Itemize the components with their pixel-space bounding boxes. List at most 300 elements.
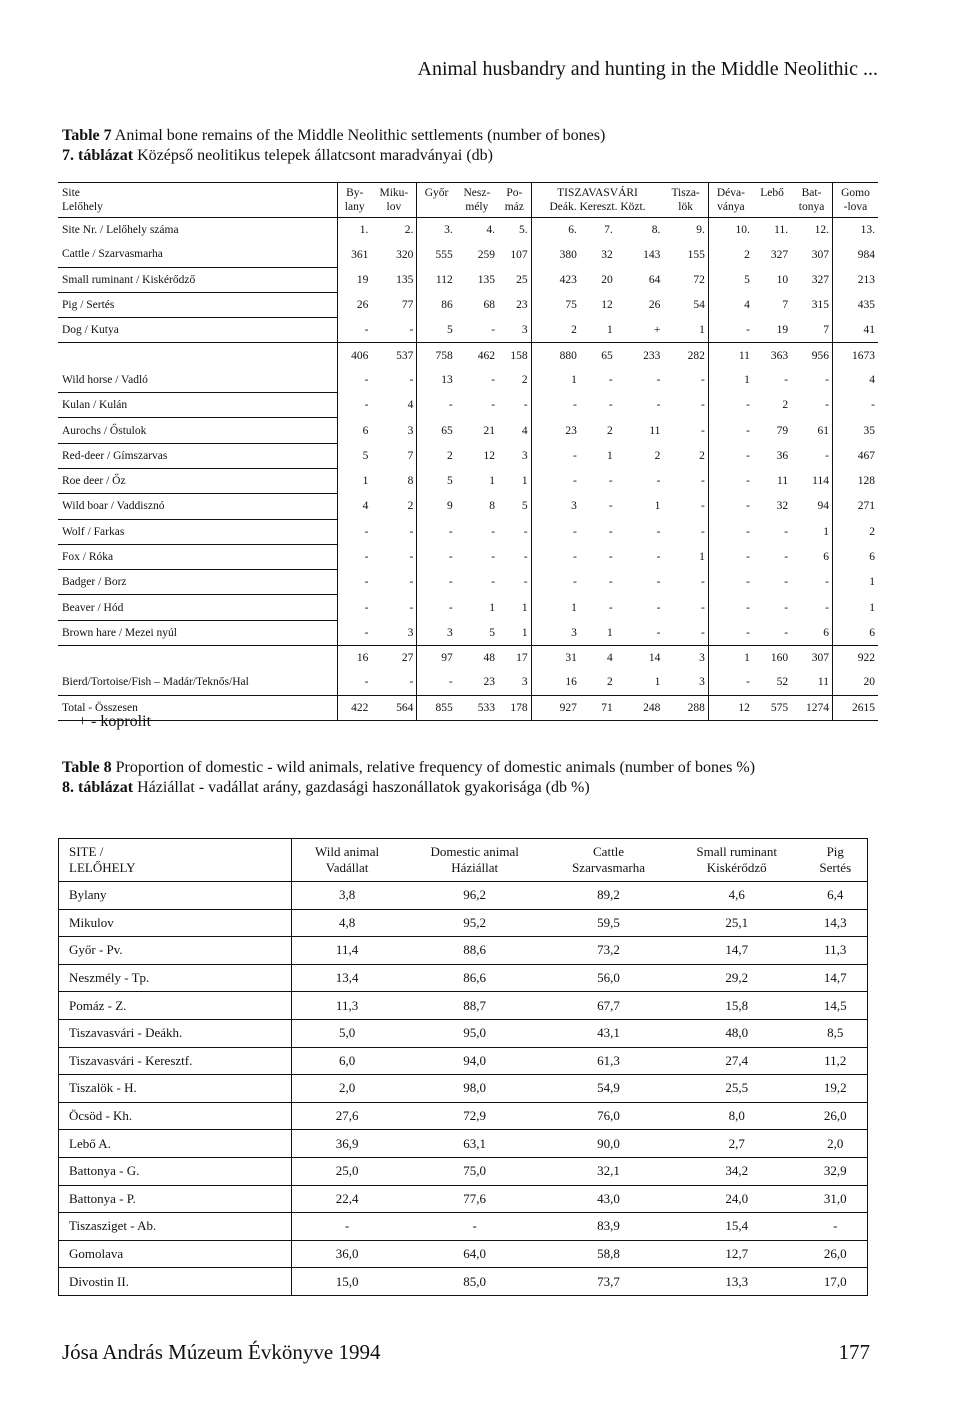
table8 — [58, 838, 868, 1296]
table-cell: 14 — [616, 646, 664, 671]
table-cell: 4 — [580, 646, 616, 671]
percent-cell: 75,0 — [402, 1157, 547, 1185]
table-cell: 52 — [776, 676, 789, 689]
table-cell: 3 — [699, 676, 705, 689]
table-cell: 1 — [338, 468, 372, 493]
row-label: Kulan / Kulán — [58, 393, 338, 418]
table-cell: - — [608, 525, 613, 538]
table-cell: 77 — [401, 299, 414, 312]
table-cell: 758 — [417, 343, 456, 368]
table-cell: - — [338, 318, 372, 343]
table8-row — [59, 964, 868, 992]
row-label: Small ruminant / Kiskérődző — [58, 267, 338, 292]
table-cell: 4 — [407, 399, 414, 412]
table-cell: 36 — [776, 449, 789, 462]
percent-cell: 26,0 — [804, 1102, 868, 1130]
table-cell: - — [700, 475, 705, 488]
percent-cell: 11,4 — [292, 937, 403, 965]
table-cell: 97 — [417, 646, 456, 671]
table-cell: - — [700, 500, 705, 513]
percent-cell: 95,0 — [402, 1019, 547, 1047]
percent-cell: 89,2 — [547, 882, 670, 910]
table8-label-en: Table 8 — [62, 759, 112, 776]
table-cell: 3 — [531, 620, 580, 645]
table8-row — [59, 882, 868, 910]
table-cell: 135 — [396, 273, 414, 286]
percent-cell: 32,1 — [547, 1157, 670, 1185]
row-label: Wild horse / Vadló — [58, 368, 338, 393]
table7-header-col: Tisza- lök — [663, 183, 708, 218]
table-cell: 1 — [699, 324, 705, 337]
table-cell: 71 — [580, 695, 616, 720]
table-cell: 16 — [338, 646, 372, 671]
table-cell: 5 — [708, 267, 753, 292]
table-cell: 5 — [489, 626, 496, 639]
table-cell: 4 — [521, 424, 528, 437]
table-cell: 1 — [699, 551, 705, 563]
table-cell: 11 — [708, 343, 753, 368]
table-cell: - — [523, 551, 528, 563]
table-cell: 2 — [782, 399, 789, 412]
percent-cell: 36,9 — [292, 1130, 403, 1158]
table-cell: 1. — [338, 218, 372, 243]
table8-header-col: Wild animal Vadállat — [292, 839, 403, 882]
table-cell: 20 — [832, 670, 878, 695]
table-cell: 23 — [531, 418, 580, 443]
table-cell: 2. — [371, 218, 416, 243]
percent-cell: 25,5 — [670, 1075, 804, 1103]
table-cell: 2 — [606, 676, 613, 689]
row-label: Wild boar / Vaddisznó — [58, 494, 338, 519]
table7-header-col: Po- máz — [498, 183, 531, 218]
table-cell: 3. — [417, 218, 456, 243]
table-cell: 16 — [531, 670, 580, 695]
percent-cell: 15,8 — [670, 992, 804, 1020]
table-cell: - — [417, 544, 456, 569]
table-cell: - — [409, 676, 414, 689]
table-cell: 8 — [407, 475, 414, 488]
table-cell: 248 — [616, 695, 664, 720]
table-cell: - — [417, 393, 456, 418]
table-cell: 880 — [531, 343, 580, 368]
table-cell: 65 — [580, 343, 616, 368]
percent-cell: 67,7 — [547, 992, 670, 1020]
table-cell: 467 — [832, 443, 878, 468]
coprolite-note: + - koprolit — [78, 713, 152, 730]
table-cell: - — [656, 399, 661, 412]
table-cell: 1 — [654, 676, 661, 689]
table-cell: 86 — [417, 292, 456, 317]
table-cell: - — [608, 500, 613, 513]
table-cell: - — [338, 595, 372, 620]
percent-cell: 6,4 — [804, 882, 868, 910]
table7-row — [58, 393, 878, 418]
table-cell: - — [523, 576, 528, 589]
table-cell: - — [708, 418, 753, 443]
table-cell: - — [338, 570, 372, 595]
table-cell: 79 — [776, 424, 789, 437]
site-name: Divostin II. — [59, 1268, 292, 1296]
table-cell: 3 — [531, 494, 580, 519]
footer-journal: Jósa András Múzeum Évkönyve 1994 — [62, 1340, 381, 1364]
percent-cell: 27,6 — [292, 1102, 403, 1130]
table-cell: 3 — [417, 620, 456, 645]
page-number: 177 — [838, 1340, 870, 1364]
table7-row — [58, 646, 878, 671]
percent-cell: 56,0 — [547, 964, 670, 992]
site-name: Battonya - P. — [59, 1185, 292, 1213]
site-name: Neszmély - Tp. — [59, 964, 292, 992]
table-cell: 922 — [832, 646, 878, 671]
percent-cell: 73,2 — [547, 937, 670, 965]
row-label: Beaver / Hód — [58, 595, 338, 620]
table-cell: 25 — [516, 273, 528, 286]
table-cell: 3 — [521, 449, 528, 462]
percent-cell: 48,0 — [670, 1019, 804, 1047]
table-cell: - — [656, 551, 661, 563]
table-cell: 2 — [832, 519, 878, 544]
percent-cell: 63,1 — [402, 1130, 547, 1158]
table-cell: 6 — [823, 626, 829, 639]
percent-cell: 94,0 — [402, 1047, 547, 1075]
table8-title-en: Proportion of domestic - wild animals, relative frequency of domestic animals (number of bones %) — [111, 759, 756, 776]
site-name: Öcsöd - Kh. — [59, 1102, 292, 1130]
table-cell: - — [491, 576, 496, 589]
site-name: Pomáz - Z. — [59, 992, 292, 1020]
table-cell: 6 — [338, 418, 372, 443]
percent-cell: 14,7 — [670, 937, 804, 965]
table8-row — [59, 1268, 868, 1296]
table-cell: - — [491, 551, 496, 563]
table-cell: 2 — [407, 500, 414, 513]
percent-cell: 12,7 — [670, 1240, 804, 1268]
table-cell: - — [825, 399, 829, 412]
table-cell: 5. — [498, 218, 531, 243]
table-cell: 927 — [531, 695, 580, 720]
table-cell: - — [708, 620, 753, 645]
percent-cell: 26,0 — [804, 1240, 868, 1268]
percent-cell: 15,0 — [292, 1268, 403, 1296]
table-cell: 1 — [606, 626, 613, 639]
table-cell: 288 — [663, 695, 708, 720]
percent-cell: 5,0 — [292, 1019, 403, 1047]
table-cell: 462 — [456, 343, 498, 368]
table-cell: 32 — [601, 248, 613, 261]
table7-label-hu: 7. táblázat — [62, 147, 134, 164]
table8-row — [59, 1185, 868, 1213]
table-cell: 6. — [531, 218, 580, 243]
table-cell: 1274 — [791, 695, 832, 720]
table-cell: - — [784, 525, 789, 538]
table-cell: - — [784, 601, 789, 614]
table-cell: 4 — [708, 292, 753, 317]
percent-cell: 83,9 — [547, 1213, 670, 1241]
table-cell: 10. — [708, 218, 753, 243]
table-cell: 3 — [407, 626, 414, 639]
table-cell: - — [491, 525, 496, 538]
table-cell: - — [784, 576, 789, 589]
percent-cell: 34,2 — [670, 1157, 804, 1185]
table-cell: 423 — [531, 267, 580, 292]
table-cell: - — [784, 551, 789, 563]
table7-row — [58, 318, 878, 343]
table-cell: 35 — [832, 418, 878, 443]
table-cell: - — [825, 601, 829, 614]
percent-cell: 58,8 — [547, 1240, 670, 1268]
site-name: Tiszavasvári - Keresztf. — [59, 1047, 292, 1075]
table-cell: - — [491, 399, 496, 412]
table-cell: 75 — [531, 292, 580, 317]
table-cell: 128 — [832, 468, 878, 493]
percent-cell: - — [402, 1213, 547, 1241]
table-cell: - — [531, 544, 580, 569]
row-label: Brown hare / Mezei nyúl — [58, 620, 338, 645]
percent-cell: 24,0 — [670, 1185, 804, 1213]
table-cell: 406 — [338, 343, 372, 368]
table-cell: - — [700, 626, 705, 639]
percent-cell: 64,0 — [402, 1240, 547, 1268]
table-cell: 984 — [832, 242, 878, 267]
table-cell: 537 — [371, 343, 416, 368]
percent-cell: 13,3 — [670, 1268, 804, 1296]
table-cell: 27 — [371, 646, 416, 671]
table-cell: - — [656, 475, 661, 488]
table-cell: 32 — [776, 500, 789, 513]
site-name: Győr - Pv. — [59, 937, 292, 965]
table-cell: 361 — [338, 242, 372, 267]
table-cell: - — [417, 570, 456, 595]
percent-cell: 15,4 — [670, 1213, 804, 1241]
site-name: Tiszalök - H. — [59, 1075, 292, 1103]
table7-row — [58, 544, 878, 569]
percent-cell: 17,0 — [804, 1268, 868, 1296]
table-cell: - — [531, 570, 580, 595]
table-cell: - — [708, 544, 753, 569]
table8-row — [59, 937, 868, 965]
table-cell: 307 — [811, 248, 829, 261]
percent-cell: 2,0 — [804, 1130, 868, 1158]
table-cell: - — [338, 519, 372, 544]
table7-row — [58, 267, 878, 292]
table-cell: 1 — [521, 626, 528, 639]
table-cell: - — [700, 374, 705, 387]
table8-row — [59, 1240, 868, 1268]
table-cell: - — [523, 399, 528, 412]
table-cell: 4. — [456, 218, 498, 243]
percent-cell: 22,4 — [292, 1185, 403, 1213]
table-cell: 8 — [489, 500, 496, 513]
row-label: Red-deer / Gímszarvas — [58, 443, 338, 468]
table-cell: 271 — [832, 494, 878, 519]
table7-row — [58, 368, 878, 393]
table-cell: - — [700, 525, 705, 538]
row-label — [58, 343, 338, 368]
row-label: Bierd/Tortoise/Fish – Madár/Teknős/Hal — [58, 670, 338, 695]
percent-cell: 76,0 — [547, 1102, 670, 1130]
table-cell: 61 — [817, 424, 829, 437]
table-cell: - — [409, 601, 414, 614]
percent-cell: 59,5 — [547, 909, 670, 937]
table-cell: 178 — [498, 695, 531, 720]
row-label: Fox / Róka — [58, 544, 338, 569]
percent-cell: 27,4 — [670, 1047, 804, 1075]
table-cell: 21 — [483, 424, 496, 437]
table-cell: - — [531, 443, 580, 468]
table-cell: - — [656, 525, 661, 538]
percent-cell: 14,5 — [804, 992, 868, 1020]
table-cell: 19 — [338, 267, 372, 292]
table8-row — [59, 1213, 868, 1241]
percent-cell: 73,7 — [547, 1268, 670, 1296]
table-cell: 7 — [782, 299, 789, 312]
table-cell: 2 — [521, 374, 528, 387]
table-cell: 11 — [817, 676, 829, 689]
table-cell: 1 — [832, 570, 878, 595]
table7-title-en: Animal bone remains of the Middle Neolithic settlements (number of bones) — [111, 127, 606, 144]
table-cell: 94 — [817, 500, 829, 513]
table-cell: 1 — [654, 500, 661, 513]
table7-header-col: Nesz- mély — [456, 183, 498, 218]
table-cell: 1 — [832, 595, 878, 620]
table-cell: 4 — [338, 494, 372, 519]
table-cell: - — [700, 576, 705, 589]
table-cell: - — [491, 324, 496, 337]
table-cell: 65 — [417, 418, 456, 443]
table8-header-col: Small ruminant Kiskérődző — [670, 839, 804, 882]
table-cell: 320 — [396, 248, 414, 261]
table7-title-hu: Középső neolitikus telepek állatcsont maradványai (db) — [133, 147, 493, 164]
table-cell: 12. — [791, 218, 832, 243]
running-head: Animal husbandry and hunting in the Middle Neolithic ... — [417, 58, 878, 80]
table-cell: 10 — [776, 273, 789, 286]
table-cell: 555 — [417, 242, 456, 267]
table7-row — [58, 468, 878, 493]
table7-row — [58, 292, 878, 317]
percent-cell: 25,1 — [670, 909, 804, 937]
percent-cell: 11,3 — [804, 937, 868, 965]
table-cell: - — [656, 374, 661, 387]
table8-header-col: SITE / LELŐHELY — [59, 839, 292, 882]
table-cell: 564 — [371, 695, 416, 720]
table-cell: - — [608, 475, 613, 488]
table-cell: 7 — [407, 449, 414, 462]
table-cell: 1 — [708, 368, 753, 393]
table-cell: 48 — [456, 646, 498, 671]
table-cell: 107 — [510, 248, 528, 261]
table-cell: 64 — [648, 273, 661, 286]
table-cell: 1 — [823, 525, 829, 538]
table-cell: 1 — [531, 368, 580, 393]
percent-cell: 61,3 — [547, 1047, 670, 1075]
site-name: Tiszavasvári - Deákh. — [59, 1019, 292, 1047]
table-cell: - — [417, 595, 456, 620]
table-cell: + — [653, 324, 661, 337]
table-cell: 9. — [663, 218, 708, 243]
table-cell: - — [832, 393, 878, 418]
table-cell: 9 — [417, 494, 456, 519]
table8-row — [59, 1157, 868, 1185]
table-cell: 20 — [601, 273, 613, 286]
table-cell: - — [608, 374, 613, 387]
table-cell: 13 — [417, 368, 456, 393]
percent-cell: 4,8 — [292, 909, 403, 937]
table-cell: - — [656, 601, 661, 614]
table7-site-number-row — [58, 218, 878, 243]
percent-cell: 3,8 — [292, 882, 403, 910]
table-cell: - — [708, 443, 753, 468]
percent-cell: 85,0 — [402, 1268, 547, 1296]
table-cell: 3 — [407, 424, 414, 437]
table-cell: 6 — [832, 620, 878, 645]
table7-header-col: TISZAVASVÁRI Deák. Kereszt. Közt. — [531, 183, 663, 218]
table-cell: 7 — [823, 324, 829, 337]
table-cell: 2615 — [832, 695, 878, 720]
table-cell: 23 — [516, 299, 528, 312]
site-name: Gomolava — [59, 1240, 292, 1268]
table7-header-col: Lebő — [753, 183, 791, 218]
table-cell: 23 — [483, 676, 496, 689]
row-label: Pig / Sertés — [58, 292, 338, 317]
table-cell: - — [338, 368, 372, 393]
table-cell: 158 — [498, 343, 531, 368]
percent-cell: 25,0 — [292, 1157, 403, 1185]
table-cell: 7. — [580, 218, 616, 243]
table-cell: - — [708, 393, 753, 418]
percent-cell: 8,5 — [804, 1019, 868, 1047]
table7-header-col: By- lany — [338, 183, 372, 218]
table-cell: - — [409, 551, 414, 563]
row-label: Badger / Borz — [58, 570, 338, 595]
table-cell: - — [708, 570, 753, 595]
table-cell: 363 — [753, 343, 791, 368]
table-cell: 533 — [456, 695, 498, 720]
table-cell: 575 — [753, 695, 791, 720]
table-cell: 12 — [601, 299, 613, 312]
table-cell: 1673 — [832, 343, 878, 368]
table-cell: 41 — [832, 318, 878, 343]
table-cell: - — [656, 626, 661, 639]
percent-cell: 29,2 — [670, 964, 804, 992]
percent-cell: 31,0 — [804, 1185, 868, 1213]
percent-cell: 11,2 — [804, 1047, 868, 1075]
table-cell: 2 — [654, 449, 661, 462]
table-cell: - — [784, 374, 789, 387]
table-cell: 956 — [791, 343, 832, 368]
table-cell: 1 — [606, 324, 613, 337]
table-cell: 12 — [483, 449, 496, 462]
table-cell: 8. — [616, 218, 664, 243]
table-cell: - — [700, 424, 705, 437]
table7-header-col: Győr — [417, 183, 456, 218]
table-cell: 26 — [338, 292, 372, 317]
table-cell: - — [491, 374, 496, 387]
table-cell: 11 — [777, 475, 789, 488]
table7-row — [58, 242, 878, 267]
percent-cell: 14,7 — [804, 964, 868, 992]
table-cell: - — [825, 449, 829, 462]
table-cell: 143 — [643, 248, 661, 261]
table7-row — [58, 443, 878, 468]
table-cell: - — [523, 525, 528, 538]
table-cell: - — [700, 601, 705, 614]
table-cell: - — [531, 468, 580, 493]
table-cell: 3 — [521, 676, 528, 689]
row-label: Cattle / Szarvasmarha — [58, 242, 338, 267]
site-name: Battonya - G. — [59, 1157, 292, 1185]
site-name: Mikulov — [59, 909, 292, 937]
site-name: Tiszasziget - Ab. — [59, 1213, 292, 1241]
table-cell: - — [417, 519, 456, 544]
